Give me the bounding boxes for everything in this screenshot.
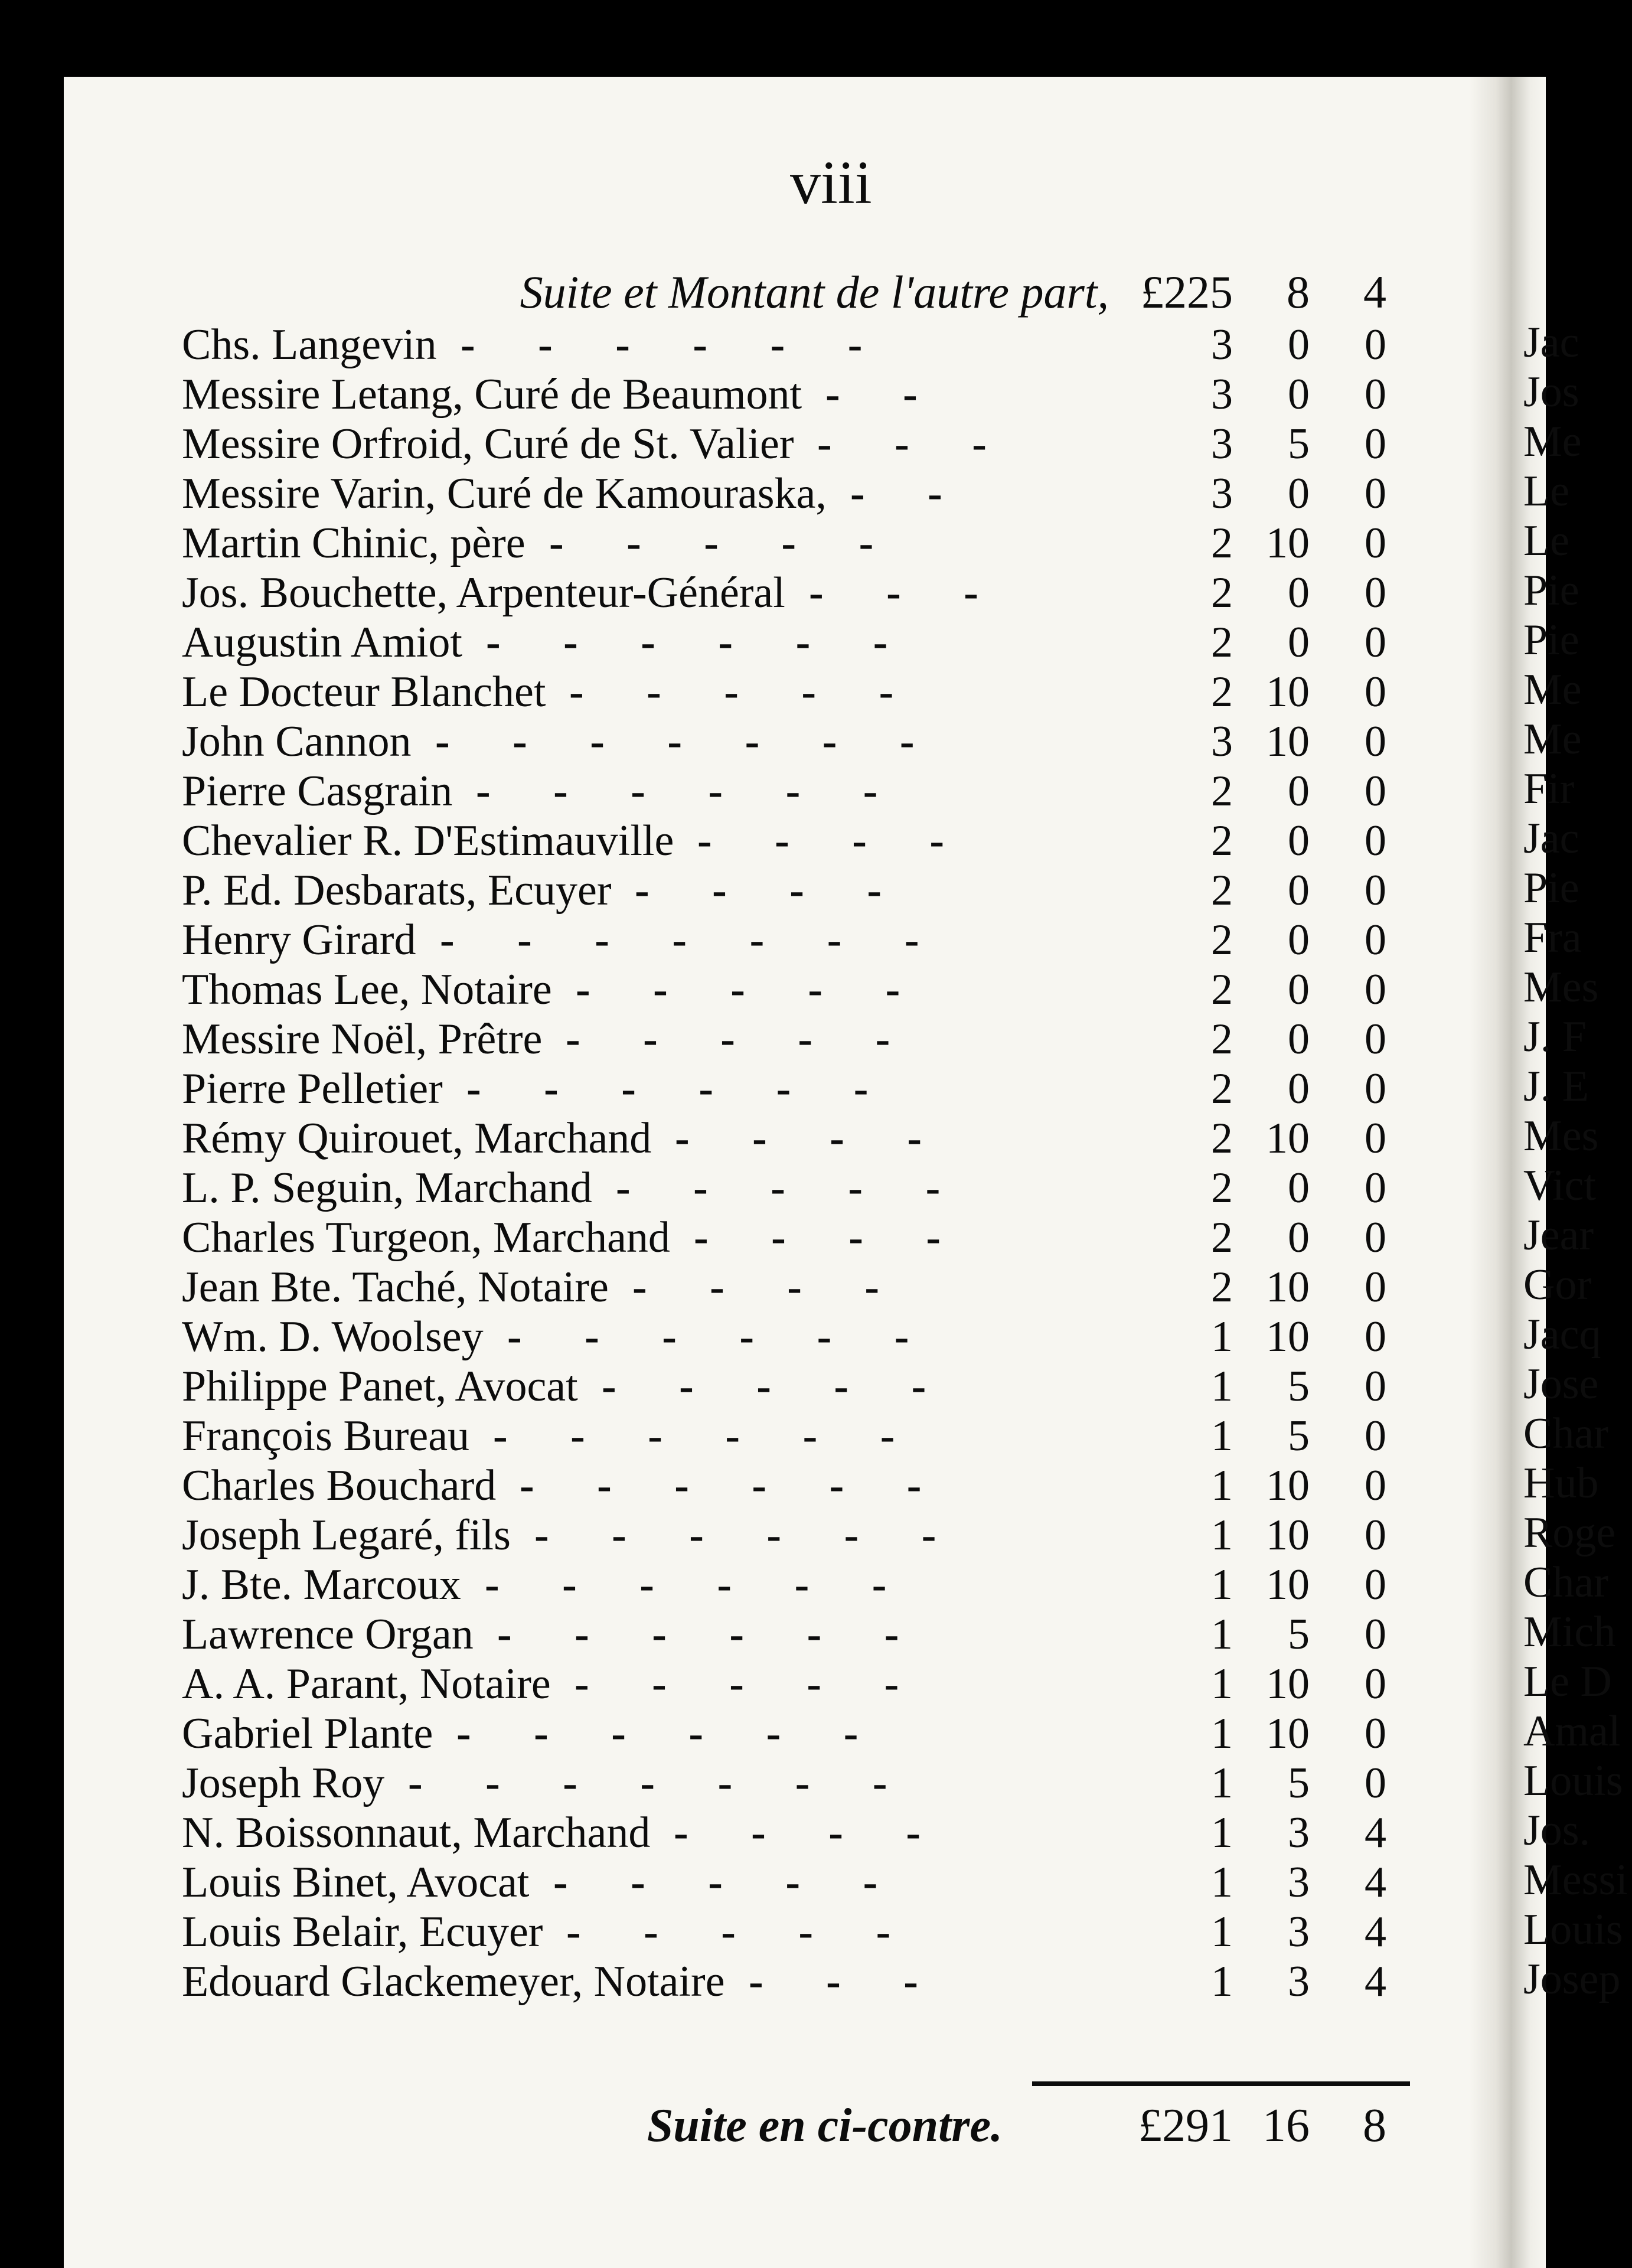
subscriber-list [64, 77, 1469, 2268]
amount-pounds: 2 [1211, 965, 1233, 1014]
subscriber-row [64, 518, 1469, 568]
subscriber-name: Rémy Quirouet, Marchand [182, 1114, 652, 1163]
amount-shillings: 5 [1288, 1610, 1310, 1659]
amount-pounds: 2 [1211, 1065, 1233, 1113]
subscriber-name: Jos. Bouchette, Arpenteur-Général [182, 569, 785, 617]
subscriber-name: Chs. Langevin [182, 321, 437, 369]
amount-pence: 0 [1365, 1164, 1386, 1212]
subscriber-name: A. A. Parant, Notaire [182, 1660, 551, 1708]
amount-pence: 0 [1365, 1015, 1386, 1063]
subscriber-name: Wm. D. Woolsey [182, 1313, 484, 1361]
subscriber-name: Louis Belair, Ecuyer [182, 1908, 543, 1956]
amount-shillings: 10 [1266, 1263, 1310, 1311]
amount-pence: 4 [1365, 1957, 1386, 2006]
facing-page-fragment: Jear [1523, 1211, 1594, 1259]
subscriber-row [64, 717, 1469, 766]
page-number: viii [790, 149, 872, 217]
subscriber-name: Louis Binet, Avocat [182, 1858, 530, 1907]
subscriber-row [64, 667, 1469, 717]
amount-shillings: 5 [1288, 1759, 1310, 1807]
amount-pounds: 1 [1211, 1957, 1233, 2006]
amount-shillings: 0 [1288, 370, 1310, 419]
amount-pence: 0 [1365, 370, 1386, 419]
subscriber-name: François Bureau [182, 1412, 470, 1460]
dot-leader: - - - [817, 420, 1013, 468]
subscriber-name: Messire Varin, Curé de Kamouraska, [182, 469, 827, 518]
subscriber-name: Thomas Lee, Notaire [182, 965, 552, 1014]
dot-leader: - - - - - - [507, 1313, 935, 1361]
subscriber-name: Philippe Panet, Avocat [182, 1362, 578, 1411]
amount-pounds: 2 [1211, 1114, 1233, 1163]
facing-page-fragment: Vict [1523, 1161, 1596, 1210]
subscriber-row [64, 1163, 1469, 1213]
subscriber-row [64, 816, 1469, 866]
facing-page-fragment: Louis [1523, 1757, 1623, 1805]
amount-shillings: 10 [1266, 1660, 1310, 1708]
amount-pence: 0 [1365, 519, 1386, 567]
amount-shillings: 10 [1266, 1114, 1310, 1163]
dot-leader: - - - - [632, 1263, 906, 1311]
subscriber-name: Henry Girard [182, 916, 416, 964]
amount-shillings: 3 [1288, 1957, 1310, 2006]
subscriber-row [64, 370, 1469, 419]
amount-pence: 0 [1365, 767, 1386, 815]
subscriber-row [64, 1858, 1469, 1907]
amount-pounds: 3 [1211, 370, 1233, 419]
amount-pence: 0 [1365, 717, 1386, 766]
amount-shillings: 0 [1288, 569, 1310, 617]
amount-shillings: 0 [1288, 767, 1310, 815]
dot-leader: - - - - - [616, 1164, 967, 1212]
subscriber-row [64, 1014, 1469, 1064]
dot-leader: - - - - - - [466, 1065, 895, 1113]
facing-page-fragment: Char [1523, 1558, 1608, 1607]
amount-pence: 0 [1365, 668, 1386, 716]
dot-leader: - - - - [675, 1114, 948, 1163]
amount-shillings: 10 [1266, 717, 1310, 766]
amount-pounds: 1 [1211, 1362, 1233, 1411]
subscriber-row [64, 915, 1469, 965]
subscriber-row [64, 1461, 1469, 1510]
amount-pence: 0 [1365, 1114, 1386, 1163]
dot-leader: - - - - - [566, 1015, 916, 1063]
amount-pounds: 2 [1211, 1263, 1233, 1311]
amount-pounds: 2 [1211, 569, 1233, 617]
subscriber-row [64, 1808, 1469, 1858]
amount-pounds: 3 [1211, 420, 1233, 468]
dot-leader: - - - - - - - [435, 717, 941, 766]
total-pence: 8 [1363, 2100, 1386, 2152]
facing-page-fragment: Pie [1523, 566, 1579, 615]
facing-page-fragment: Me [1523, 417, 1582, 466]
facing-page-fragment: Pie [1523, 864, 1579, 912]
subscriber-name: P. Ed. Desbarats, Ecuyer [182, 866, 612, 915]
facing-page-fragment: J. F [1523, 1013, 1587, 1061]
amount-shillings: 10 [1266, 1709, 1310, 1758]
dot-leader: - - [850, 469, 968, 518]
dot-leader: - - - [809, 569, 1004, 617]
dot-leader: - - - - - [549, 519, 900, 567]
dot-leader: - - - - - - [461, 321, 889, 369]
amount-pounds: 1 [1211, 1412, 1233, 1460]
amount-pence: 0 [1365, 1660, 1386, 1708]
facing-page-fragment: Char [1523, 1409, 1608, 1458]
facing-page-fragment: J. E [1523, 1062, 1589, 1111]
dot-leader: - - - - - - [486, 618, 914, 667]
dot-leader: - - [825, 370, 944, 419]
dot-leader: - - - - - - [534, 1511, 962, 1559]
amount-pounds: 2 [1211, 767, 1233, 815]
facing-page-fragment: Roge [1523, 1509, 1616, 1557]
subscriber-name: Charles Bouchard [182, 1461, 497, 1510]
amount-pounds: 3 [1211, 717, 1233, 766]
subscriber-row [64, 1560, 1469, 1610]
dot-leader: - - - - - - - [408, 1759, 913, 1807]
subscriber-row [64, 1907, 1469, 1957]
dot-leader: - - - - - [602, 1362, 952, 1411]
amount-pounds: 1 [1211, 1908, 1233, 1956]
amount-pounds: 2 [1211, 866, 1233, 915]
amount-shillings: 0 [1288, 618, 1310, 667]
facing-page-fragment: Me [1523, 665, 1582, 714]
amount-pounds: 1 [1211, 1511, 1233, 1559]
total-rule [1032, 2081, 1410, 2086]
subscriber-row [64, 1411, 1469, 1461]
amount-pence: 0 [1365, 916, 1386, 964]
amount-shillings: 10 [1266, 668, 1310, 716]
amount-pounds: 2 [1211, 1015, 1233, 1063]
facing-page-fragment: Mes [1523, 963, 1599, 1011]
facing-page-fragment: Gor [1523, 1261, 1592, 1309]
amount-pence: 0 [1365, 1313, 1386, 1361]
facing-page-fragment: Jacq [1523, 1310, 1601, 1359]
amount-pounds: 2 [1211, 618, 1233, 667]
amount-pence: 0 [1365, 1263, 1386, 1311]
facing-page-fragment: Messi [1523, 1856, 1628, 1904]
subscriber-name: Messire Orfroid, Curé de St. Valier [182, 420, 794, 468]
facing-page-fragment: Jac [1523, 814, 1579, 863]
amount-pounds: 2 [1211, 916, 1233, 964]
carry-forward-label: Suite et Montant de l'autre part, [520, 266, 1109, 318]
subscriber-row [64, 1262, 1469, 1312]
amount-shillings: 3 [1288, 1908, 1310, 1956]
amount-pounds: 2 [1211, 668, 1233, 716]
subscriber-name: Jean Bte. Taché, Notaire [182, 1263, 609, 1311]
amount-pence: 0 [1365, 1065, 1386, 1113]
amount-pounds: 1 [1211, 1561, 1233, 1609]
amount-shillings: 0 [1288, 1164, 1310, 1212]
subscriber-name: Joseph Roy [182, 1759, 385, 1807]
subscriber-name: J. Bte. Marcoux [182, 1561, 461, 1609]
amount-pence: 0 [1365, 420, 1386, 468]
facing-page-fragment: Jose [1523, 1360, 1599, 1408]
dot-leader: - - - - - [575, 1660, 925, 1708]
subscriber-row [64, 568, 1469, 618]
amount-shillings: 0 [1288, 321, 1310, 369]
subscriber-row [64, 469, 1469, 518]
amount-shillings: 10 [1266, 1313, 1310, 1361]
dot-leader: - - - - - - [520, 1461, 948, 1510]
facing-page-fragment: Fir [1523, 765, 1575, 813]
amount-pounds: 1 [1211, 1809, 1233, 1857]
amount-shillings: 0 [1288, 916, 1310, 964]
amount-shillings: 3 [1288, 1858, 1310, 1907]
amount-shillings: 3 [1288, 1809, 1310, 1857]
amount-shillings: 0 [1288, 817, 1310, 865]
subscriber-row [64, 1213, 1469, 1262]
facing-page-fragment: Jos [1523, 368, 1579, 416]
amount-pence: 0 [1365, 1362, 1386, 1411]
amount-shillings: 0 [1288, 1213, 1310, 1262]
subscriber-name: Chevalier R. D'Estimauville [182, 817, 674, 865]
subscriber-name: L. P. Seguin, Marchand [182, 1164, 592, 1212]
amount-pence: 0 [1365, 618, 1386, 667]
amount-shillings: 10 [1266, 1511, 1310, 1559]
facing-page-fragment: Le [1523, 467, 1570, 515]
dot-leader: - - - - - - [497, 1610, 925, 1659]
amount-shillings: 10 [1266, 519, 1310, 567]
facing-page-fragment: Jac [1523, 318, 1579, 367]
amount-pence: 0 [1365, 1213, 1386, 1262]
dot-leader: - - - - [694, 1213, 967, 1262]
subscriber-row [64, 1114, 1469, 1163]
dot-leader: - - - - [635, 866, 908, 915]
dot-leader: - - - - [674, 1809, 947, 1857]
total-row [64, 2099, 1469, 2158]
amount-shillings: 10 [1266, 1461, 1310, 1510]
dot-leader: - - - - - [576, 965, 926, 1014]
facing-page-fragment: Le [1523, 517, 1570, 565]
amount-pounds: 1 [1211, 1660, 1233, 1708]
dot-leader: - - - - - - [493, 1412, 921, 1460]
subscriber-row [64, 419, 1469, 469]
subscriber-name: Pierre Casgrain [182, 767, 453, 815]
amount-pence: 4 [1365, 1809, 1386, 1857]
subscriber-row [64, 1362, 1469, 1411]
dot-leader: - - - [749, 1957, 944, 2006]
carry-forward-pence: 4 [1363, 266, 1386, 318]
subscriber-name: Pierre Pelletier [182, 1065, 443, 1113]
subscriber-row [64, 320, 1469, 370]
amount-pence: 0 [1365, 469, 1386, 518]
subscriber-name: Gabriel Plante [182, 1709, 433, 1758]
subscriber-row [64, 766, 1469, 816]
subscriber-name: Martin Chinic, père [182, 519, 525, 567]
total-pounds: £291 [1138, 2100, 1233, 2152]
amount-shillings: 5 [1288, 420, 1310, 468]
subscriber-row [64, 866, 1469, 915]
amount-pounds: 3 [1211, 469, 1233, 518]
subscriber-row [64, 1064, 1469, 1114]
amount-pounds: 1 [1211, 1759, 1233, 1807]
facing-page-fragment: Amal [1523, 1707, 1621, 1755]
facing-page-fragment: Le D [1523, 1657, 1612, 1706]
facing-page-fragment: Pie [1523, 616, 1579, 664]
amount-pence: 0 [1365, 569, 1386, 617]
amount-shillings: 0 [1288, 1065, 1310, 1113]
subscriber-name: Augustin Amiot [182, 618, 462, 667]
amount-shillings: 10 [1266, 1561, 1310, 1609]
subscriber-row [64, 1659, 1469, 1709]
subscriber-row [64, 965, 1469, 1014]
subscriber-name: Lawrence Organ [182, 1610, 474, 1659]
subscriber-name: Messire Letang, Curé de Beaumont [182, 370, 802, 419]
total-label: Suite en ci-contre. [647, 2100, 1003, 2152]
amount-pence: 0 [1365, 965, 1386, 1014]
amount-pence: 0 [1365, 321, 1386, 369]
subscriber-name: Joseph Legaré, fils [182, 1511, 511, 1559]
ledger-page [64, 77, 1628, 2268]
facing-page-fragment: Jos. [1523, 1806, 1591, 1855]
dot-leader: - - - - - [553, 1858, 904, 1907]
amount-shillings: 0 [1288, 866, 1310, 915]
amount-shillings: 0 [1288, 469, 1310, 518]
subscriber-name: Charles Turgeon, Marchand [182, 1213, 670, 1262]
amount-pence: 0 [1365, 1511, 1386, 1559]
subscriber-name: N. Boissonnaut, Marchand [182, 1809, 651, 1857]
dot-leader: - - - - - - [476, 767, 904, 815]
amount-pence: 0 [1365, 1709, 1386, 1758]
facing-page-fragment: Mes [1523, 1112, 1599, 1160]
facing-page-fragment: Mich [1523, 1608, 1616, 1656]
facing-page-fragment: Me [1523, 715, 1582, 763]
amount-pounds: 2 [1211, 1213, 1233, 1262]
amount-pence: 4 [1365, 1858, 1386, 1907]
amount-pounds: 2 [1211, 519, 1233, 567]
dot-leader: - - - - - [566, 1908, 917, 1956]
subscriber-name: Messire Noël, Prêtre [182, 1015, 543, 1063]
amount-pence: 0 [1365, 817, 1386, 865]
carry-forward-shillings: 8 [1287, 266, 1310, 318]
subscriber-row [64, 1312, 1469, 1362]
dot-leader: - - - - - - [485, 1561, 913, 1609]
amount-pounds: 1 [1211, 1610, 1233, 1659]
amount-pence: 0 [1365, 1759, 1386, 1807]
facing-page-fragment: Louis [1523, 1905, 1623, 1954]
facing-page-fragment: Fra [1523, 913, 1582, 962]
amount-pence: 0 [1365, 1412, 1386, 1460]
amount-pence: 0 [1365, 866, 1386, 915]
facing-page-fragment: Josep [1523, 1955, 1621, 2003]
amount-pounds: 2 [1211, 1164, 1233, 1212]
dot-leader: - - - - - - - [440, 916, 945, 964]
subscriber-row [64, 1610, 1469, 1659]
subscriber-row [64, 1758, 1469, 1808]
subscriber-row [64, 618, 1469, 667]
subscriber-name: John Cannon [182, 717, 412, 766]
amount-pounds: 2 [1211, 817, 1233, 865]
amount-pounds: 1 [1211, 1461, 1233, 1510]
dot-leader: - - - - - - [456, 1709, 884, 1758]
subscriber-row [64, 1957, 1469, 2006]
subscriber-row [64, 1709, 1469, 1758]
amount-pence: 0 [1365, 1610, 1386, 1659]
amount-shillings: 5 [1288, 1412, 1310, 1460]
amount-pounds: 1 [1211, 1709, 1233, 1758]
subscriber-name: Edouard Glackemeyer, Notaire [182, 1957, 725, 2006]
amount-pounds: 3 [1211, 321, 1233, 369]
dot-leader: - - - - - [569, 668, 920, 716]
amount-pence: 4 [1365, 1908, 1386, 1956]
amount-pence: 0 [1365, 1561, 1386, 1609]
amount-shillings: 5 [1288, 1362, 1310, 1411]
amount-shillings: 0 [1288, 1015, 1310, 1063]
carry-forward-pounds: £225 [1141, 266, 1233, 318]
amount-pounds: 1 [1211, 1858, 1233, 1907]
subscriber-row [64, 1510, 1469, 1560]
subscriber-name: Le Docteur Blanchet [182, 668, 546, 716]
facing-page-fragment: Hub [1523, 1459, 1599, 1507]
amount-pence: 0 [1365, 1461, 1386, 1510]
amount-shillings: 0 [1288, 965, 1310, 1014]
dot-leader: - - - - [697, 817, 971, 865]
total-shillings: 16 [1262, 2100, 1310, 2152]
amount-pounds: 1 [1211, 1313, 1233, 1361]
